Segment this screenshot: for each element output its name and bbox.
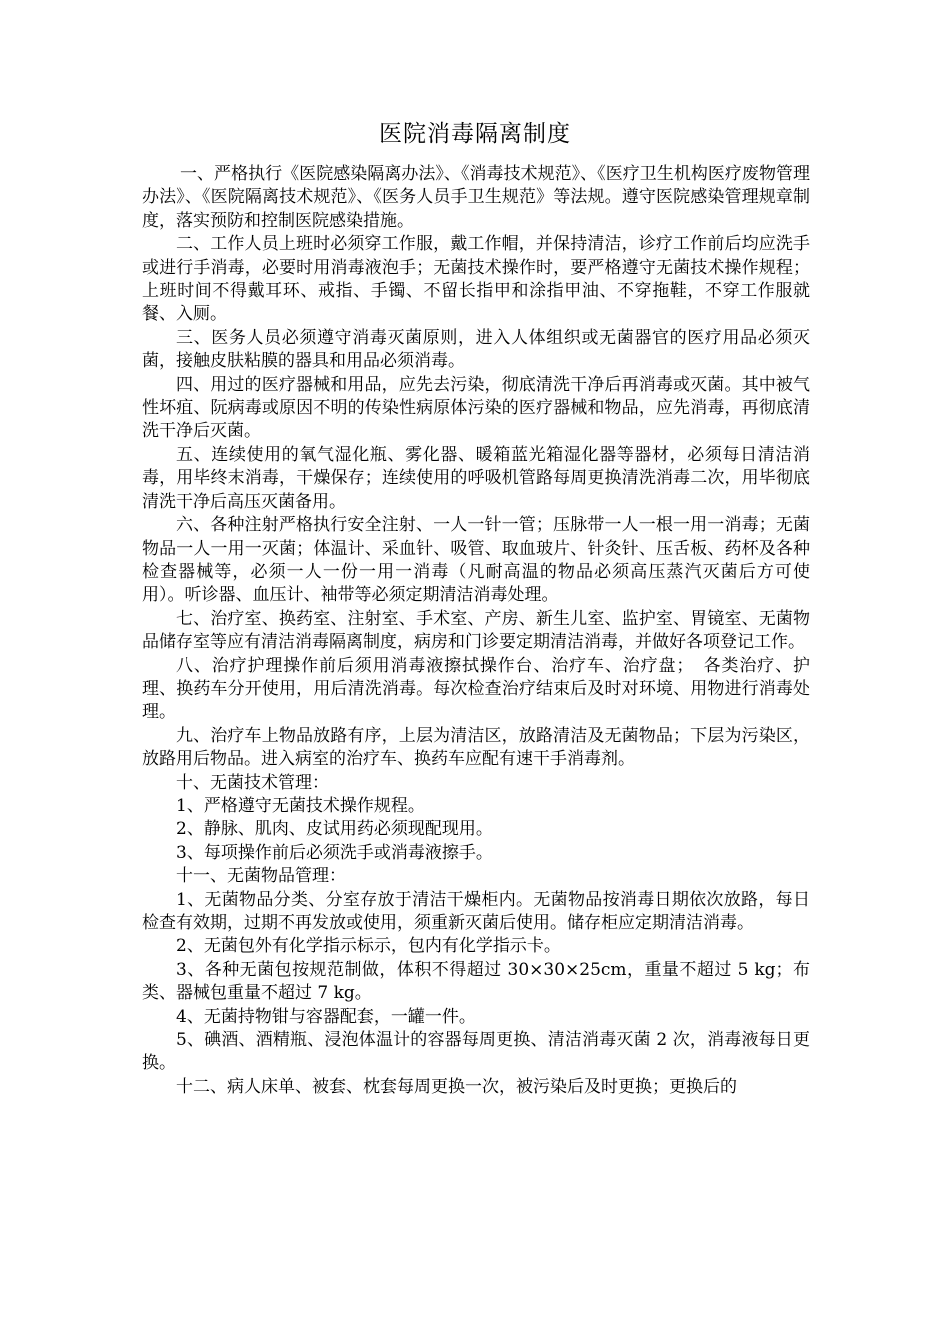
list-item: 2、静脉、肌肉、皮试用药必须现配现用。 — [176, 819, 493, 840]
paragraph-3: 三、医务人员必须遵守消毒灭菌原则，进入人体组织或无菌器官的医疗用品必须灭菌，接触皮肤粘膜的器具和用品必须消毒。 — [142, 327, 810, 372]
section-heading-sterile-technique: 十、无菌技术管理： — [176, 772, 329, 793]
list-item: 2、无菌包外有化学指示标示，包内有化学指示卡。 — [176, 936, 561, 957]
paragraph-2: 二、工作人员上班时必须穿工作服，戴工作帽，并保持清洁，诊疗工作前后均应洗手或进行手消毒，必要时用消毒液泡手；无菌技术操作时，要严格遵守无菌技术操作规程；上班时间不得戴耳环、戒指、手镯、不留长指甲和涂指甲油、不穿拖鞋，不穿工作服就餐、入厕。 — [142, 234, 810, 325]
paragraph-12: 十二、病人床单、被套、枕套每周更换一次，被污染后及时更换；更换后的 — [176, 1076, 737, 1097]
list-item: 1、严格遵守无菌技术操作规程。 — [176, 795, 425, 816]
section-heading-sterile-items: 十一、无菌物品管理： — [176, 866, 346, 887]
list-item: 1、无菌物品分类、分室存放于清洁干燥柜内。无菌物品按消毒日期依次放路，每日检查有效期，过期不再发放或使用，须重新灭菌后使用。储存柜应定期清洁消毒。 — [142, 889, 810, 933]
list-item: 4、无菌持物钳与容器配套，一罐一件。 — [176, 1006, 476, 1027]
paragraph-6: 六、各种注射严格执行安全注射、一人一针一管；压脉带一人一根一用一消毒；无菌物品一人一用一灭菌；体温计、采血针、吸管、取血玻片、针灸针、压舌板、药杯及各种检查器械等，必须一人一份一用一消毒（凡耐高温的物品必须高压蒸汽灭菌后方可使用）。听诊器、血压计、袖带等必须定期清洁消毒处理。 — [142, 515, 810, 606]
paragraph-7: 七、治疗室、换药室、注射室、手术室、产房、新生儿室、监护室、胃镜室、无菌物品储存室等应有清洁消毒隔离制度，病房和门诊要定期清洁消毒，并做好各项登记工作。 — [142, 608, 810, 653]
document-title: 医院消毒隔离制度 — [379, 121, 571, 147]
list-item: 5、碘酒、酒精瓶、浸泡体温计的容器每周更换、清洁消毒灭菌 2 次，消毒液每日更换。 — [142, 1030, 810, 1074]
list-item: 3、每项操作前后必须洗手或消毒液擦手。 — [176, 842, 493, 863]
paragraph-8: 八、治疗护理操作前后须用消毒液擦拭操作台、治疗车、治疗盘； 各类治疗、护理、换药车分开使用，用后清洗消毒。每次检查治疗结束后及时对环境、用物进行消毒处理。 — [142, 655, 810, 723]
list-item: 3、各种无菌包按规范制做，体积不得超过 30×30×25cm，重量不超过 5 kg；布类、器械包重量不超过 7 kg。 — [142, 959, 810, 1004]
paragraph-1: 一、严格执行《医院感染隔离办法》、《消毒技术规范》、《医疗卫生机构医疗废物管理办法》、《医院隔离技术规范》、《医务人员手卫生规范》等法规。遵守医院感染管理规章制度，落实预防和控制医院感染措施。 — [142, 164, 810, 231]
paragraph-5: 五、连续使用的氧气湿化瓶、雾化器、暖箱蓝光箱湿化器等器材，必须每日清洁消毒，用毕终末消毒，干燥保存；连续使用的呼吸机管路每周更换清洗消毒二次，用毕彻底清洗干净后高压灭菌备用。 — [142, 444, 810, 512]
document-body — [142, 163, 810, 1099]
paragraph-9: 九、治疗车上物品放路有序，上层为清洁区，放路清洁及无菌物品；下层为污染区，放路用后物品。进入病室的治疗车、换药车应配有速干手消毒剂。 — [142, 725, 810, 770]
paragraph-4: 四、用过的医疗器械和用品，应先去污染，彻底清洗干净后再消毒或灭菌。其中被气性坏疽、阮病毒或原因不明的传染性病原体污染的医疗器械和物品，应先消毒，再彻底清洗干净后灭菌。 — [142, 374, 810, 442]
